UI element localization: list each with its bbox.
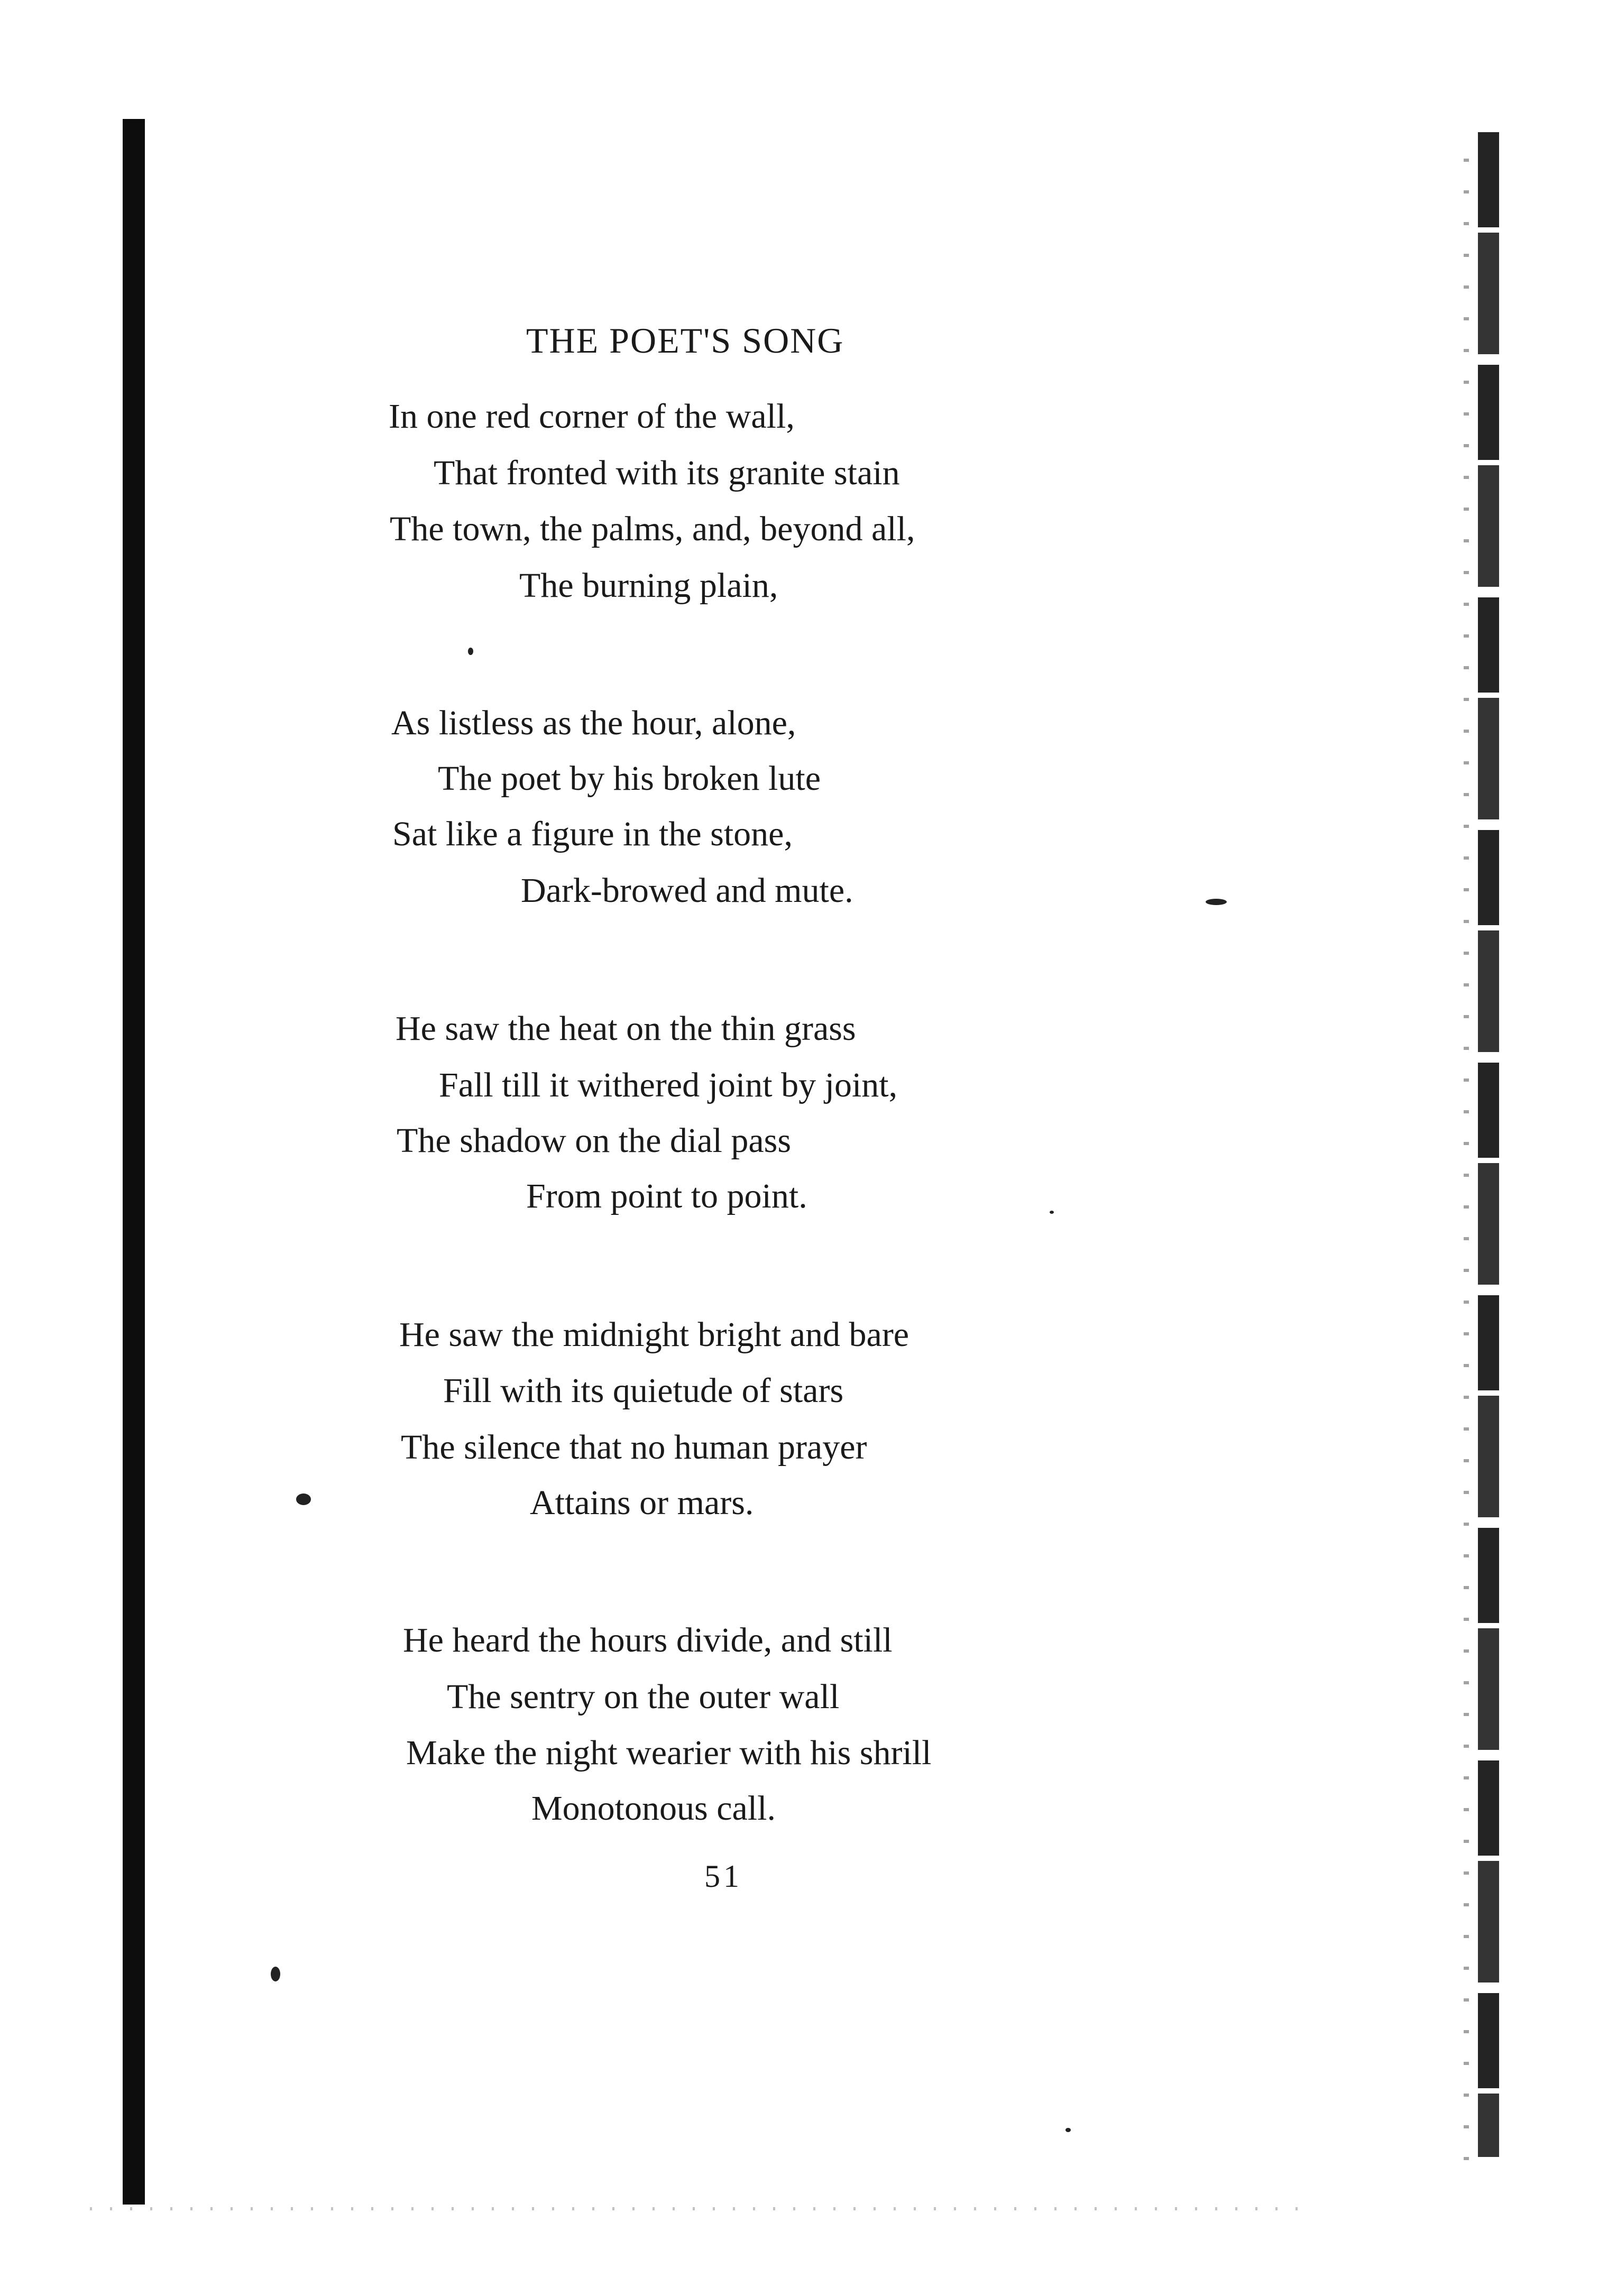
scan-speck — [1206, 899, 1227, 905]
poem-line: From point to point. — [526, 1177, 807, 1215]
poem-line: He saw the heat on the thin grass — [396, 1009, 856, 1048]
poem-line: The shadow on the dial pass — [397, 1121, 792, 1160]
poem-line: Fall till it withered joint by joint, — [439, 1066, 898, 1104]
poem-line: Fill with its quietude of stars — [443, 1371, 844, 1410]
poem-line: Attains or mars. — [530, 1483, 754, 1522]
poem-line: The burning plain, — [519, 566, 778, 605]
scan-page-edge — [1478, 132, 1499, 2157]
poem-title: THE POET'S SONG — [526, 320, 844, 361]
poem-line: He heard the hours divide, and still — [403, 1621, 893, 1659]
scan-binding-shadow — [123, 119, 145, 2205]
poem-line: That fronted with its granite stain — [434, 454, 900, 492]
poem-line: Sat like a figure in the stone, — [392, 815, 793, 853]
scan-speck — [271, 1967, 280, 1981]
poem-line: Dark-browed and mute. — [521, 871, 853, 910]
scan-page-edge-fringe — [1464, 159, 1469, 2168]
poem-line: The town, the palms, and, beyond all, — [390, 510, 915, 548]
scan-speck — [296, 1493, 311, 1505]
poem-line: As listless as the hour, alone, — [391, 704, 796, 742]
scan-speck — [1065, 2128, 1071, 2132]
poem-line: He saw the midnight bright and bare — [399, 1315, 909, 1354]
page-number: 51 — [704, 1859, 742, 1894]
scan-speck — [1050, 1211, 1054, 1214]
poem-line: The silence that no human prayer — [401, 1428, 867, 1467]
scan-speck — [468, 648, 473, 655]
scan-bottom-noise — [90, 2207, 1306, 2210]
poem-line: The poet by his broken lute — [438, 759, 821, 798]
poem-line: In one red corner of the wall, — [389, 397, 795, 436]
poem-line: Make the night wearier with his shrill — [406, 1733, 932, 1772]
poem-line: Monotonous call. — [531, 1789, 776, 1828]
poem-line: The sentry on the outer wall — [447, 1677, 840, 1716]
